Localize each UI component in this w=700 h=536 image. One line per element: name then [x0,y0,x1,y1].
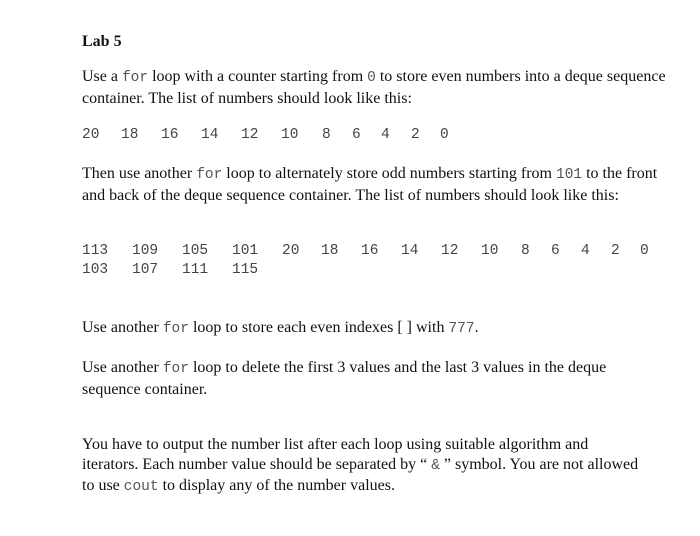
text-run: You have to output the number list after each loop using suitable algorithm and iterators. Each number value should be separated by “ [82,436,589,473]
number-value: 20 [282,243,300,259]
code-literal: 101 [556,167,583,183]
number-value: 4 [381,127,390,143]
number-value: 2 [611,243,620,259]
code-keyword: cout [123,479,159,495]
number-value: 14 [401,243,419,259]
text-run: Use another [82,359,163,376]
instruction-paragraph-1 [82,67,667,108]
text-run: loop to delete the first 3 values and the last 3 values in the deque sequence container. [82,359,607,398]
number-value: 103 [82,262,109,278]
text-run: to the front and back of the deque sequence container. The list of numbers should look like this: [82,165,658,204]
number-value: 16 [161,127,179,143]
page-title: Lab 5 [82,33,122,50]
code-keyword: for [121,70,149,86]
code-literal: 777 [448,321,475,337]
text-run: . [474,319,479,336]
number-value: 16 [361,243,379,259]
instruction-paragraph-2 [82,164,667,205]
code-symbol: & [431,457,440,474]
instruction-paragraph-3 [82,318,667,340]
number-value: 109 [132,243,159,259]
number-value: 20 [82,127,100,143]
number-value: 10 [281,127,299,143]
code-keyword: for [196,167,223,183]
text-run: to store even numbers into a deque sequence container. The list of numbers should look like this: [82,68,666,107]
number-value: 10 [481,243,499,259]
number-value: 8 [521,243,530,259]
text-run: Use a [82,68,122,85]
number-value: 115 [232,262,259,278]
number-value: 0 [640,243,649,259]
text-run: Then use another [82,165,197,182]
text-run: to display any of the number values. [158,477,395,494]
text-run: loop with a counter starting from [148,68,368,85]
code-keyword: for [162,321,189,337]
text-run: ” symbol. You are not allowed to use [82,455,639,494]
number-value: 14 [201,127,219,143]
text-run: loop to alternately store odd numbers starting from [222,165,556,182]
instruction-paragraph-4 [82,358,667,399]
number-value: 107 [132,262,159,278]
number-value: 18 [121,127,139,143]
number-value: 12 [241,127,259,143]
text-run: Use another [82,319,163,336]
number-value: 0 [440,127,449,143]
number-value: 113 [82,243,109,259]
number-value: 101 [232,243,259,259]
number-value: 8 [322,127,331,143]
instruction-paragraph-5 [82,435,642,498]
number-value: 2 [411,127,420,143]
number-value: 6 [551,243,560,259]
code-literal: 0 [367,70,376,86]
number-value: 18 [321,243,339,259]
number-value: 105 [182,243,209,259]
number-value: 111 [182,262,209,278]
number-value: 4 [581,243,590,259]
number-value: 6 [352,127,361,143]
text-run: loop to store each even indexes [ ] with [188,319,449,336]
code-keyword: for [162,361,189,377]
number-value: 12 [441,243,459,259]
